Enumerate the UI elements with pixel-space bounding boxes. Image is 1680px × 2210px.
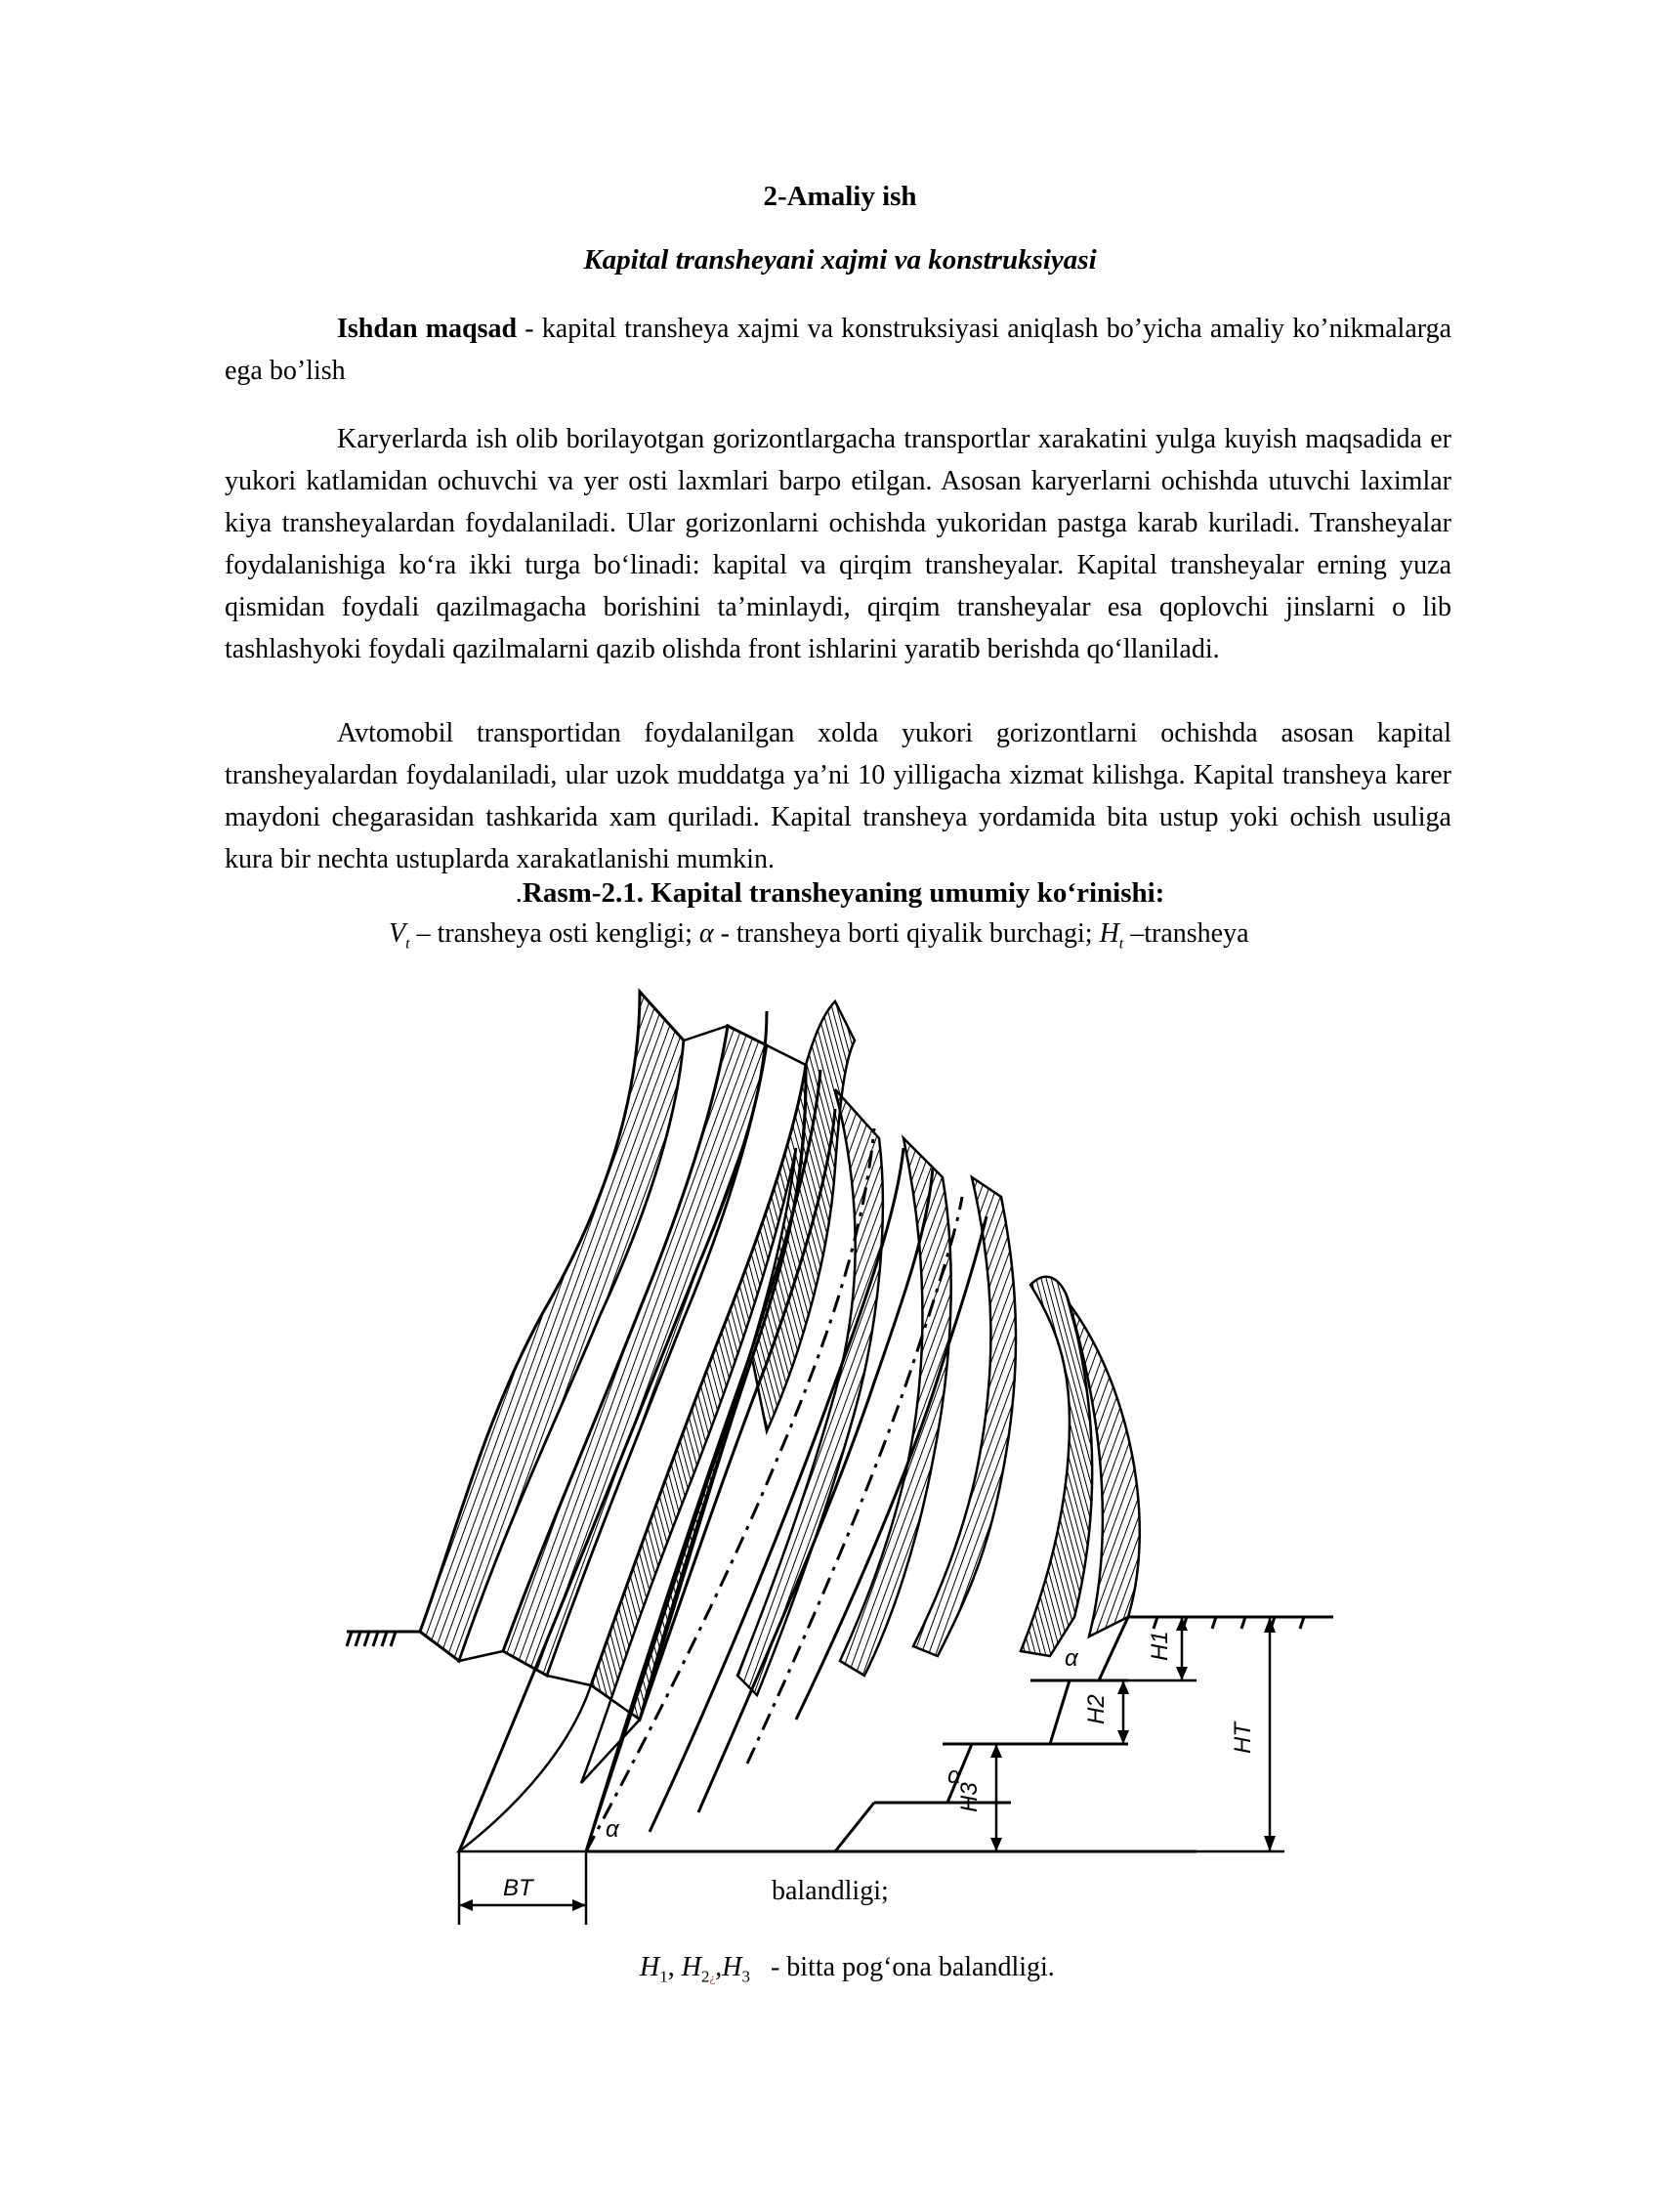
- body-paragraph-1: Karyerlarda ish olib borilayotgan gorizontlargacha transportlar xarakatini yulga kuyish maqsadida er yukori katlamidan ochuvchi va yer osti laxmlari barpo etilgan. Asosan karyerlarni ochishda utuvchi laximlar kiya transheyalardan foydalaniladi. Ular gorizonlarni ochishda yukoridan pastga karab kuriladi. Transheyalar foydalanishiga ko‘ra ikki turga bo‘linadi: kapital va qirqim transheyalar. Kapital transheyalar erning yuza qismidan foydali qazilmagacha borishini ta’minlaydi, qirqim transheyalar esa qoplovchi jinslarni o lib tashlashyoki foydali qazilmalarni qazib olishda front ishlarini yaratib berishda qo‘llaniladi.: [225, 424, 1451, 664]
- alpha-label-2: α: [947, 1763, 961, 1789]
- h3-label: H3: [956, 1782, 983, 1812]
- h2-label: H2: [1083, 1694, 1110, 1724]
- body-paragraph-2: Avtomobil transportidan foydalanilgan xolda yukori gorizontlarni ochishda asosan kapital transheyalardan foydalaniladi, ular uzok muddatga ya’ni 10 yilligacha xizmat kilishga. Kapital transheya karer maydoni chegarasidan tashkarida xam quriladi. Kapital transheya yordamida bita ustup yoki ochish usuliga kura bir nechta ustuplarda xarakatlanishi mumkin.: [225, 718, 1451, 874]
- figure-legend-line-1: $V_t$ – transheya osti kengligi; α - transheya borti qiyalik burchagi; $H_t$ –transheya: [389, 918, 1249, 953]
- page-subtitle: Kapital transheyani xajmi va konstruksiyasi: [583, 244, 1097, 276]
- alpha-label-3: α: [1065, 1645, 1078, 1672]
- ground-left: [347, 1632, 420, 1646]
- figure-legend-line-3: $H_1$, $H_{2¿},H_3$ - bitta pog‘ona balandligi.: [640, 1952, 1055, 1986]
- aim-paragraph: [225, 308, 1451, 392]
- figure-caption-text: Rasm-2.1. Kapital transheyaning umumiy ko‘rinishi:: [522, 877, 1165, 909]
- figure-caption: .Rasm-2.1. Kapital transheyaning umumiy ko‘rinishi:: [515, 877, 1165, 909]
- ground-right: [586, 1617, 1333, 1851]
- figure-legend-line-2: balandligi;: [772, 1876, 889, 1906]
- aim-text: - kapital transheya xajmi va konstruksiyasi aniqlash bo’yicha amaliy ko’nikmalarga ega bo’lish: [225, 314, 1452, 386]
- vt-symbol: V: [389, 918, 406, 949]
- alpha-label-1: α: [606, 1816, 619, 1843]
- ht-label: HT: [1230, 1722, 1256, 1754]
- aim-label: Ishdan maqsad: [337, 314, 518, 344]
- ht-symbol: H: [1099, 918, 1119, 949]
- bt-label: BT: [503, 1875, 533, 1901]
- page-title: 2-Amaliy ish: [763, 181, 917, 212]
- h1-label: H1: [1147, 1631, 1173, 1661]
- alpha-symbol: α: [698, 918, 714, 949]
